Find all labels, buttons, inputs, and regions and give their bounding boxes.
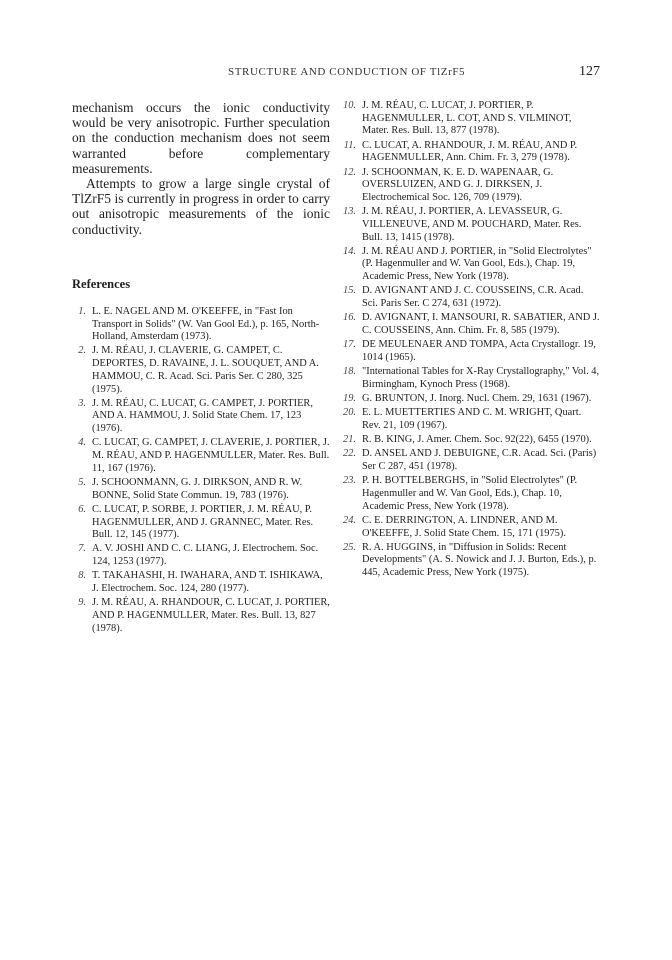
reference-number: 23. — [343, 475, 356, 487]
reference-text: J. M. RÉAU, C. LUCAT, G. CAMPET, J. PORTIER, AND A. HAMMOU, J. Solid State Chem. 17, 123 (1976). — [92, 397, 313, 435]
reference-number: 12. — [343, 166, 356, 178]
reference-text: C. LUCAT, A. RHANDOUR, J. M. RÉAU, AND P. HAGENMULLER, Ann. Chim. Fr. 3, 279 (1978). — [362, 139, 578, 164]
reference-entry — [72, 597, 330, 635]
reference-entry — [72, 398, 330, 436]
reference-number: 15. — [343, 285, 356, 297]
reference-number: 14. — [343, 245, 356, 257]
reference-number: 19. — [343, 392, 356, 404]
reference-number: 3. — [78, 397, 86, 409]
reference-text: T. TAKAHASHI, H. IWAHARA, AND T. ISHIKAWA, J. Electrochem. Soc. 124, 280 (1977). — [92, 570, 323, 595]
reference-entry — [342, 100, 600, 138]
reference-text: D. AVIGNANT, I. MANSOURI, R. SABATIER, AND J. C. COUSSEINS, Ann. Chim. Fr. 8, 585 (1979). — [362, 312, 600, 336]
reference-entry — [72, 306, 330, 344]
reference-text: J. M. RÉAU, A. RHANDOUR, C. LUCAT, J. PORTIER, AND P. HAGENMULLER, Mater. Res. Bull. 13, 827 (1978). — [92, 597, 330, 634]
reference-number: 22. — [343, 448, 356, 460]
reference-text: G. BRUNTON, J. Inorg. Nucl. Chem. 29, 1631 (1967). — [362, 392, 592, 404]
reference-text: C. LUCAT, G. CAMPET, J. CLAVERIE, J. PORTIER, J. M. RÉAU, AND P. HAGENMULLER, Mater. Res. Bull. 11, 167 (1976). — [92, 437, 330, 474]
reference-text: J. M. RÉAU, J. CLAVERIE, G. CAMPET, C. DEPORTES, D. RAVAINE, J. L. SOUQUET, AND A. HAMMOU, C. R. Acad. Sci. Paris Ser. C 280, 325 (1975). — [92, 345, 319, 395]
reference-entry — [72, 543, 330, 568]
reference-entry — [342, 434, 600, 447]
reference-entry — [342, 167, 600, 205]
reference-text: DE MEULENAER AND TOMPA, Acta Crystallogr. 19, 1014 (1965). — [362, 339, 596, 363]
reference-number: 4. — [78, 437, 86, 449]
reference-entry — [72, 504, 330, 542]
reference-text: P. H. BOTTELBERGHS, in "Solid Electrolytes" (P. Hagenmuller and W. Van Gool, Eds.), Chap. 10, Academic Press, New York (1978). — [362, 475, 578, 512]
reference-entry — [72, 437, 330, 475]
reference-entry — [342, 312, 600, 337]
reference-text: J. M. RÉAU AND J. PORTIER, in "Solid Electrolytes" (P. Hagenmuller and W. Van Gool, Eds.), Chap. 19, Academic Press, New York (1978). — [362, 245, 592, 283]
reference-entry — [342, 407, 600, 432]
reference-entry — [342, 339, 600, 364]
reference-text: J. SCHOONMANN, G. J. DIRKSON, AND R. W. BONNE, Solid State Commun. 19, 783 (1976). — [92, 476, 303, 501]
reference-entry — [72, 570, 330, 595]
references-heading: References — [72, 276, 131, 291]
reference-number: 1. — [78, 305, 86, 317]
reference-number: 18. — [343, 366, 356, 378]
reference-number: 11. — [343, 139, 356, 151]
reference-entry — [342, 542, 600, 580]
reference-entry — [72, 477, 330, 502]
reference-number: 5. — [78, 476, 86, 488]
reference-number: 9. — [78, 597, 86, 609]
reference-number: 25. — [343, 541, 356, 553]
reference-entry — [342, 246, 600, 284]
reference-entry — [72, 345, 330, 396]
reference-number: 6. — [78, 503, 86, 515]
reference-number: 24. — [343, 514, 356, 526]
reference-number: 7. — [78, 543, 86, 555]
reference-number: 8. — [78, 570, 86, 582]
reference-text: R. A. HUGGINS, in "Diffusion in Solids: Recent Developments" (A. S. Nowick and J. J. Burton, Eds.), p. 445, Academic Press, New York (1975). — [362, 541, 597, 579]
reference-text: A. V. JOSHI AND C. C. LIANG, J. Electrochem. Soc. 124, 1253 (1977). — [92, 543, 319, 568]
reference-number: 17. — [343, 339, 356, 351]
body-paragraph-2: Attempts to grow a large single crystal of TlZrF5 is currently in progress in order to carry out anisotropic measurements of the ionic conductivity. — [72, 176, 330, 237]
reference-text: R. B. KING, J. Amer. Chem. Soc. 92(22), 6455 (1970). — [362, 434, 592, 446]
reference-text: "International Tables for X-Ray Crystallography," Vol. 4, Birmingham, Kynoch Press (1968). — [362, 366, 600, 390]
running-title: STRUCTURE AND CONDUCTION OF TlZrF5 — [228, 66, 466, 78]
reference-entry — [342, 515, 600, 540]
reference-entry — [342, 206, 600, 244]
reference-text: D. ANSEL AND J. DEBUIGNE, C.R. Acad. Sci. (Paris) Ser C 287, 451 (1978). — [362, 448, 597, 472]
reference-text: J. SCHOONMAN, K. E. D. WAPENAAR, G. OVERSLUIZEN, AND G. J. DIRKSEN, J. Electrochemical Soc. 126, 709 (1979). — [362, 166, 554, 203]
reference-number: 21. — [343, 434, 356, 446]
right-column — [342, 100, 600, 581]
reference-number: 10. — [343, 100, 356, 111]
reference-number: 16. — [343, 312, 356, 324]
reference-entry — [342, 448, 600, 473]
reference-number: 13. — [343, 206, 356, 218]
page-number: 127 — [579, 64, 600, 79]
reference-text: J. M. RÉAU, J. PORTIER, A. LEVASSEUR, G. VILLENEUVE, AND M. POUCHARD, Mater. Res. Bull. 13, 1415 (1978). — [362, 206, 582, 243]
reference-entry — [342, 140, 600, 165]
reference-text: L. E. NAGEL AND M. O'KEEFFE, in "Fast Ion Transport in Solids" (W. Van Gool Ed.), p. 165, North-Holland, Amsterdam (1973). — [92, 305, 320, 343]
body-paragraph-1: mechanism occurs the ionic conductivity would be very anisotropic. Further speculation on the conduction mechanism does not seem warranted before complementary measurements. — [72, 100, 330, 176]
reference-text: E. L. MUETTERTIES AND C. M. WRIGHT, Quart. Rev. 21, 109 (1967). — [362, 407, 582, 431]
reference-number: 2. — [78, 345, 86, 357]
reference-entry — [342, 475, 600, 513]
reference-entry — [342, 285, 600, 310]
left-column — [72, 100, 330, 637]
reference-entry — [342, 366, 600, 391]
reference-text: C. E. DERRINGTON, A. LINDNER, AND M. O'KEEFFE, J. Solid State Chem. 15, 171 (1975). — [362, 514, 566, 539]
reference-text: D. AVIGNANT AND J. C. COUSSEINS, C.R. Acad. Sci. Paris Ser. C 274, 631 (1972). — [362, 285, 584, 310]
reference-entry — [342, 393, 600, 406]
reference-number: 20. — [343, 407, 356, 419]
reference-text: C. LUCAT, P. SORBE, J. PORTIER, J. M. RÉAU, P. HAGENMULLER, AND J. GRANNEC, Mater. Res. Bull. 12, 145 (1977). — [92, 503, 314, 541]
page-header — [0, 66, 672, 86]
reference-text: J. M. RÉAU, C. LUCAT, J. PORTIER, P. HAGENMULLER, L. COT, AND S. VILMINOT, Mater. Res. Bull. 13, 877 (1978). — [362, 100, 572, 137]
